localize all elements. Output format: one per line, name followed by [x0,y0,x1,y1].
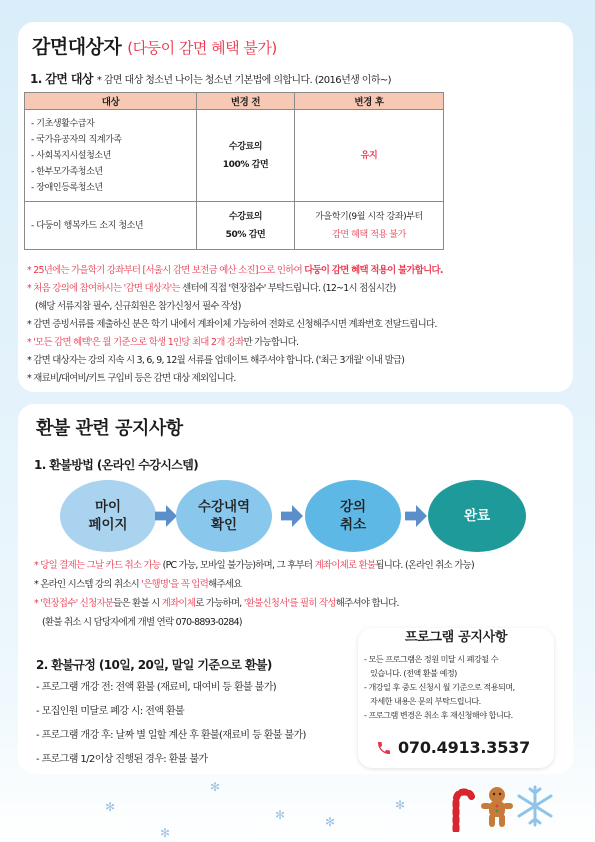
note-line: * 재료비/대여비/키트 구입비 등은 감면 대상 제외입니다. [27,373,236,384]
target-item: - 장애인등록청소년 [31,182,103,193]
list-item: 자세한 내용은 문의 부탁드립니다. [370,696,481,706]
note-text: 해주셔야 합니다. [335,598,399,609]
snowflake-icon: ✻ [160,826,171,840]
phone-contact[interactable] [376,738,530,757]
step-cancel-course [305,480,401,552]
refund-rules-heading: 2. 환불규정 (10일, 20일, 말일 기준으로 환불) [36,658,272,672]
reduction-title [32,32,277,59]
program-notice-box [358,628,554,768]
table-row [25,110,444,202]
refund-method-heading: 1. 환불방법 (온라인 수강시스템) [34,458,199,472]
step-label: 확인 [210,517,238,533]
step-label: 마이 [94,499,122,515]
reduction-heading-text: 1. 감면 대상 [30,72,93,86]
snowflake-icon: ✻ [395,798,406,812]
snowflake-icon: ✻ [210,780,221,794]
reduction-subtitle: (다둥이 감면 혜택 불가) [127,39,277,57]
snowflake-icon: ✻ [325,815,336,829]
step-label: 완료 [463,508,491,524]
reduction-title-text: 감면대상자 [32,36,122,58]
step-complete [428,480,526,552]
note-emphasis: '현장접수' 신청자분 [40,598,114,609]
after-line: 감면 혜택 적용 불가 [332,229,406,240]
note-text: * [34,598,41,609]
note-line [34,575,564,594]
list-item: - 개강일 후 중도 신청시 월 기준으로 적용되며, [364,682,515,692]
table-header: 변경 전 [197,93,295,110]
reduction-notes [27,262,557,388]
snowflake-icon [515,784,555,828]
note-text: 로 가능하며, [195,598,244,609]
target-item: - 국가유공자의 직계가족 [31,134,122,145]
list-item: - 프로그램 개강 후: 날짜 별 일할 계산 후 환불(재료비 등 환불 불가) [36,730,306,741]
reduction-heading-note: * 감면 대상 청소년 나이는 청소년 기본법에 의합니다. (2016년생 이하~) [96,75,391,86]
note-text: * '모든 감면 혜택'은 월 기준으로 학생 1인당 최대 2개 강좌 [27,337,244,348]
snowflake-icon: ✻ [275,808,286,822]
phone-icon [376,740,392,756]
note-line [34,594,564,613]
target-item: - 기초생활수급자 [31,118,95,129]
gingerbread-icon [480,786,514,828]
note-emphasis: '은행명'을 꼭 입력 [141,579,209,590]
table-cell-after [295,202,444,250]
step-label: 페이지 [88,517,128,533]
note-text: (PC 가능, 모바일 불가능)하며, 그 후부터 [160,560,315,571]
note-text: 됩니다. (온라인 취소 가능) [375,560,474,571]
note-text: * 25년에는 가을학기 강좌부터 [서울시 감면 보전금 예산 소진]으로 인하여 [27,265,305,276]
target-item: - 한부모가족청소년 [31,166,103,177]
list-item: - 모집인원 미달로 폐강 시: 전액 환불 [36,706,185,717]
refund-title: 환불 관련 공지사항 [36,418,183,439]
table-header-row [25,93,444,110]
table-cell-targets: - 다둥이 행복카드 소지 청소년 [25,202,197,250]
step-label: 강의 [339,499,367,515]
note-line: (해당 서류지참 필수, 신규회원은 참가신청서 필수 작성) [35,301,241,312]
table-header: 대상 [25,93,197,110]
step-label: 수강내역 [197,499,251,515]
snowflake-icon: ✻ [105,800,116,814]
note-emphasis: '환불신청서'를 필히 작성 [243,598,336,609]
note-emphasis: 당일 결제는 그날 카드 취소 가능 [40,560,161,571]
note-text: * 처음 강의에 참여하시는 '감면 대상자'는 [27,283,180,294]
note-emphasis: 다둥이 감면 혜택 적용이 불가합니다. [304,265,443,276]
table-cell-after: 유지 [295,110,444,202]
list-item: - 프로그램 개강 전: 전액 환불 (재료비, 대여비 등 환불 불가) [36,682,277,693]
step-check-history [176,480,272,552]
reduction-target-heading [30,70,391,87]
note-line: (환불 취소 시 담당자에게 개별 연락 070-8893-0284) [42,617,242,628]
candy-cane-icon [448,788,478,832]
table-cell-before [197,202,295,250]
table-cell-before [197,110,295,202]
note-line: * 감면 증빙서류를 제출하신 분은 학기 내에서 계좌이체 가능하여 전화로 신청해주시면 계좌번호 전달드립니다. [27,319,437,330]
note-text: * [34,560,41,571]
note-text: * 온라인 시스템 강의 취소시 [34,579,142,590]
target-item: - 사회복지시설청소년 [31,150,111,161]
note-text: 만 가능합니다. [243,337,299,348]
reduction-table [24,92,444,250]
program-notice-title: 프로그램 공지사항 [404,630,508,645]
note-text: 들은 환불 시 [113,598,162,609]
list-item: - 프로그램 변경은 취소 후 재신청해야 합니다. [364,710,513,720]
phone-number: 070.4913.3537 [398,738,531,757]
note-line [34,556,564,575]
note-line [27,334,557,352]
refund-rules-list [36,676,306,772]
note-line: * 감면 대상자는 강의 지속 시 3, 6, 9, 12월 서류를 업데이트 해주셔야 합니다. ('최근 3개월' 이내 발급) [27,355,405,366]
before-line: 50% 감면 [225,229,266,240]
note-text: 해주세요 [208,579,242,590]
step-label: 취소 [339,517,367,533]
before-line: 수강료의 [228,211,263,222]
table-header: 변경 후 [295,93,444,110]
table-row [25,202,444,250]
refund-notes [34,556,564,632]
note-text: 센터에 직접 '현장접수' 부탁드립니다. (12~1시 점심시간) [179,283,396,294]
step-my-page [60,480,156,552]
note-emphasis: 계좌이체로 환불 [314,560,376,571]
list-item: - 모든 프로그램은 정원 미달 시 폐강될 수 [364,654,499,664]
before-line: 100% 감면 [222,159,269,170]
after-line: 가을학기(9월 시작 강좌)부터 [315,211,423,222]
note-line [27,280,557,298]
program-notice-list [364,652,550,722]
list-item: 있습니다. (전액 환불 예정) [370,668,457,678]
before-line: 수강료의 [228,141,263,152]
table-cell-targets [25,110,197,202]
list-item: - 프로그램 1/2이상 진행된 경우: 환불 불가 [36,754,208,765]
note-emphasis: 계좌이체 [161,598,196,609]
note-line [27,262,557,280]
